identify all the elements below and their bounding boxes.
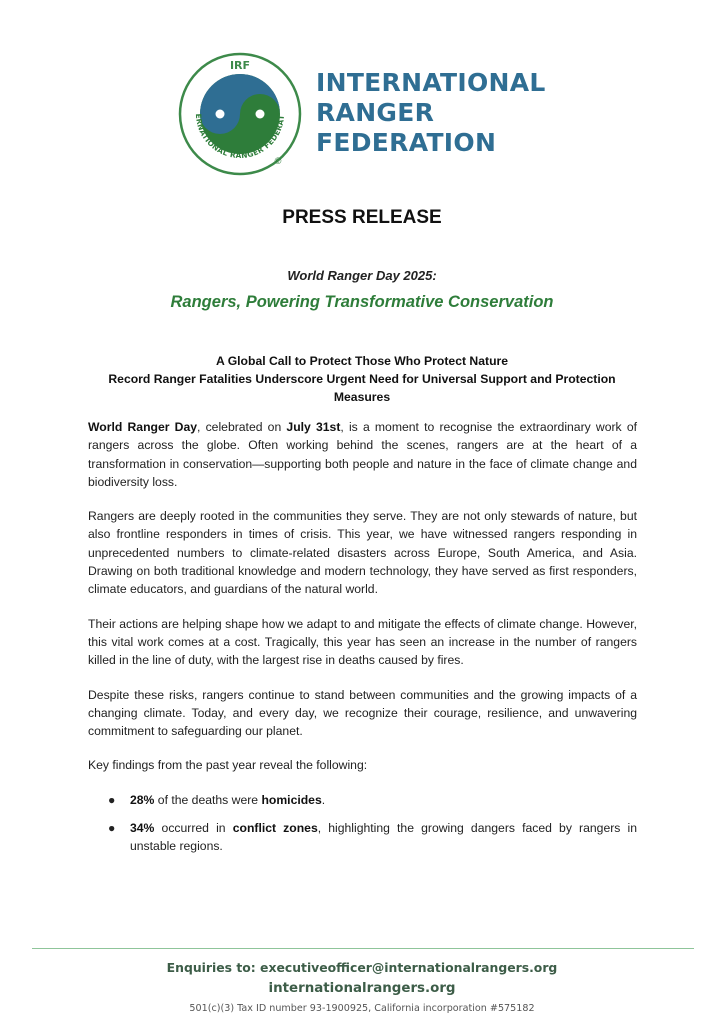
paragraph-1: [88, 418, 637, 491]
body-content: [88, 418, 637, 866]
subheadings: [80, 352, 644, 406]
paragraph-5: Key findings from the past year reveal the following:: [88, 758, 368, 773]
p1-text-2: , is a moment to recognise the extraordinary work of rangers across the globe. Often working behind the scenes, rangers are at the heart of a transformation in conservation—supporting both people and nature in the face of climate change and biodiversity loss.: [88, 420, 637, 489]
bullet-2-bold-1: 34%: [130, 821, 155, 836]
org-name-line-3: FEDERATION: [316, 128, 497, 157]
bullet-1-text-2: .: [321, 792, 326, 807]
subheading-1: A Global Call to Protect Those Who Protect Nature: [215, 354, 509, 368]
emblem-irf-text: IRF: [229, 59, 251, 72]
paragraph-3: Their actions are helping shape how we adapt to and mitigate the effects of climate change. However, this vital work comes at a cost. Tragically, this year has seen an increase in the number of rangers killed in the line of duty, with the largest rise in deaths caused by fires.: [88, 616, 637, 668]
paragraph-2: Rangers are deeply rooted in the communities they serve. They are not only stewards of nature, but also frontline responders in times of crisis. This year, we have witnessed rangers responding in unprecedented numbers to climate-related disasters across Europe, South America, and Asia. Drawing on both traditional knowledge and modern technology, they have served as first responders, climate educators, and guardians of the natural world.: [88, 509, 637, 597]
footer-enquiries: Enquiries to: executiveofficer@internationalrangers.org: [166, 960, 558, 975]
key-findings-list: [88, 791, 637, 856]
p1-bold-2: July 31st: [286, 420, 341, 434]
bullet-1-bold-1: 28%: [130, 792, 155, 807]
bullet-2-text-2: , highlighting the growing dangers faced by rangers in unstable regions.: [130, 821, 638, 854]
list-item: [88, 791, 637, 809]
org-name-line-1: INTERNATIONAL: [316, 68, 546, 97]
org-name: [316, 68, 546, 158]
subheading-2: Record Ranger Fatalities Underscore Urgent Need for Universal Support and Protection Measures: [108, 372, 616, 404]
bullet-2-bold-2: conflict zones: [232, 821, 318, 836]
footer-tax-line: 501(c)(3) Tax ID number 93-1900925, California incorporation #575182: [189, 1003, 535, 1014]
event-theme: Rangers, Powering Transformative Conservation: [170, 293, 554, 311]
org-name-line-2: RANGER: [316, 98, 435, 127]
bullet-1-bold-2: homicides: [261, 792, 322, 807]
irf-logo-emblem: [178, 52, 302, 176]
bullet-2-text-1: occurred in: [154, 821, 233, 836]
bullet-icon: ●: [108, 792, 116, 807]
p1-bold-1: World Ranger Day: [88, 420, 198, 434]
paragraph-4: Despite these risks, rangers continue to stand between communities and the growing impacts of a changing climate. Today, and every day, we recognize their courage, resilience, and unwavering commitment to safeguarding our planet.: [88, 687, 637, 739]
bullet-icon: ●: [108, 821, 116, 836]
p1-text-1: , celebrated on: [197, 420, 287, 434]
event-title: World Ranger Day 2025:: [287, 268, 437, 283]
emblem-ring-text: ERNATIONAL RANGER FEDERAT: [193, 113, 287, 161]
emblem-copyright: ©: [273, 157, 283, 167]
bullet-1-text-1: of the deaths were: [154, 792, 262, 807]
list-item: [88, 819, 637, 856]
footer-website-link[interactable]: internationalrangers.org: [268, 981, 456, 996]
footer-divider: [32, 948, 694, 949]
press-release-title: PRESS RELEASE: [282, 207, 442, 228]
